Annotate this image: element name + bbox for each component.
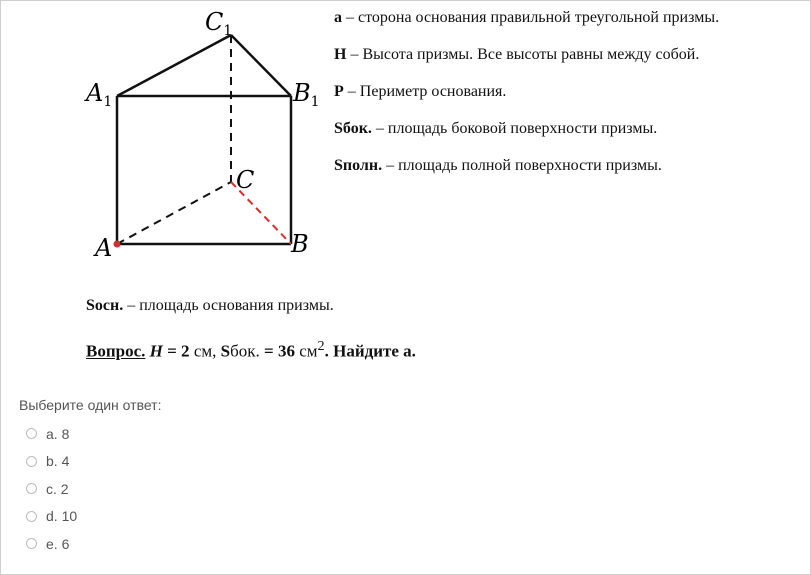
question-text: Вопрос. H = 2 см, Sбок. = 36 $см^2$. Найдите a. [86, 338, 416, 361]
definition-a: a – сторона основания правильной треугольной призмы. [334, 9, 720, 26]
answer-options [26, 420, 77, 558]
radio-button[interactable] [26, 483, 37, 494]
label-a: A [95, 234, 113, 262]
option-b[interactable]: b. 4 [26, 448, 77, 476]
definition-sosn: Sосн. – площадь основания призмы. [86, 297, 334, 314]
option-e[interactable]: e. 6 [26, 530, 77, 558]
radio-button[interactable] [26, 456, 37, 467]
option-a[interactable]: a. 8 [26, 420, 77, 448]
radio-button[interactable] [26, 428, 37, 439]
definitions-list [334, 6, 734, 191]
label-b1: $B_1$ [293, 79, 320, 110]
option-c[interactable]: c. 2 [26, 475, 77, 503]
prism-diagram [80, 8, 330, 263]
label-b: B [291, 230, 309, 258]
radio-button[interactable] [26, 511, 37, 522]
edge-c1-b1 [231, 35, 291, 96]
definition-spoln: Sполн. – площадь полной поверхности призмы. [334, 157, 662, 174]
definition-h: H – Высота призмы. Все высоты равны между собой. [334, 46, 700, 63]
edge-a-c-hidden [117, 182, 231, 244]
question-label: Вопрос. [86, 341, 146, 361]
definition-p: P – Периметр основания. [334, 83, 507, 100]
point-a [114, 241, 121, 248]
label-c: C [236, 166, 255, 194]
answer-prompt: Выберите один ответ: [19, 397, 162, 413]
radio-button[interactable] [26, 538, 37, 549]
definition-sbok: Sбок. – площадь боковой поверхности призмы. [334, 120, 658, 137]
edge-a1-c1 [117, 35, 231, 96]
option-d[interactable]: d. 10 [26, 503, 77, 531]
label-a1: $A_1$ [86, 79, 113, 110]
label-c1: $C_1$ [205, 8, 233, 39]
